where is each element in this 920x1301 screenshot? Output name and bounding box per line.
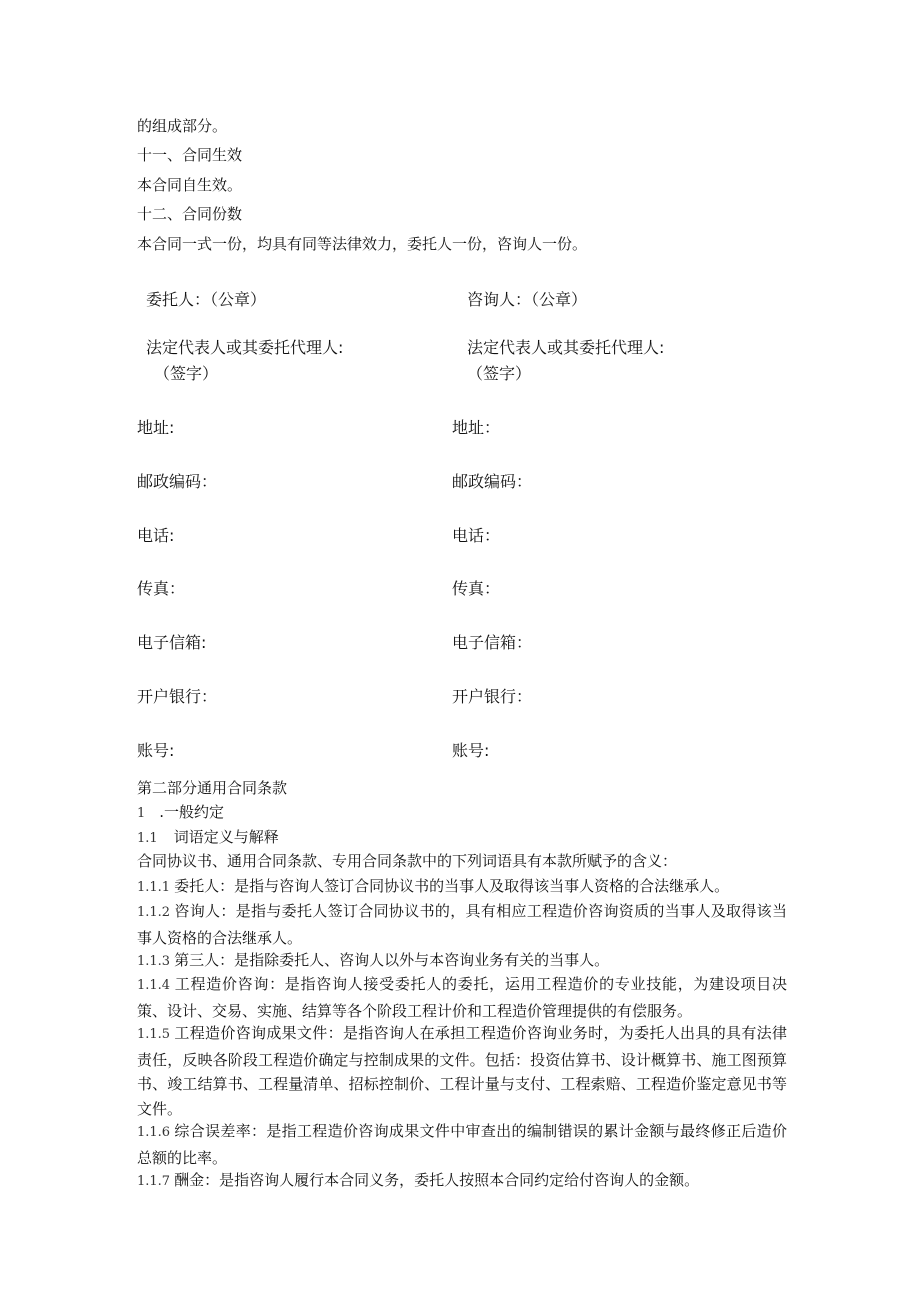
definition-number: 1.1.6 (137, 1125, 171, 1140)
definition-text: 工程造价咨询：是指咨询人接受委托人的委托，运用工程造价的专业技能，为建设项目决策、设计、交易、实施、结算等各个阶段工程计价和工程造价管理提供的有偿服务。 (137, 975, 787, 1020)
section-1-heading (137, 802, 787, 824)
consultant-fax-label: 传真： (452, 579, 501, 598)
consultant-postcode-label: 邮政编码： (452, 472, 533, 491)
part2-title: 第二部分通用合同条款 (137, 779, 288, 797)
section-1-1-title: 词语定义与解释 (173, 828, 279, 846)
consultant-address-label: 地址： (452, 418, 501, 437)
consultant-seal-label: 咨询人：（公章） (467, 290, 588, 309)
section-12-title: 十二、合同份数 (137, 205, 243, 223)
preceding-text-tail: 的组成部分。 (137, 117, 228, 135)
client-address-label: 地址: (137, 418, 175, 437)
definition-text: 第三人：是指除委托人、咨询人以外与本咨询业务有关的当事人。 (174, 951, 610, 969)
definition-number: 1.1.3 (137, 954, 171, 969)
definition-1-1-1 (137, 874, 787, 901)
definitions-lead: 合同协议书、通用合同条款、专用合同条款中的下列词语具有本款所赋予的含义： (137, 852, 678, 870)
section-1-number: 1 (137, 806, 146, 821)
section-12-body: 本合同一式一份，均具有同等法律效力，委托人一份，咨询人一份。 (137, 235, 588, 253)
section-1-1-number: 1.1 (137, 831, 158, 846)
definition-1-1-3 (137, 948, 787, 975)
section-1-title: .一般约定 (159, 803, 225, 821)
definition-text: 酬金：是指咨询人履行本合同义务，委托人按照本合同约定给付咨询人的金额。 (174, 1171, 700, 1189)
client-postcode-label: 邮政编码： (137, 472, 218, 491)
definition-number: 1.1.5 (137, 1027, 171, 1042)
consultant-bank-label: 开户银行： (452, 687, 533, 706)
definition-text: 综合误差率：是指工程造价咨询成果文件中审查出的编制错误的累计金额与最终修正后造价总额的比率。 (137, 1122, 787, 1167)
client-representative-label: 法定代表人或其委托代理人: (146, 338, 344, 357)
definition-1-1-6 (137, 1119, 787, 1170)
definition-number: 1.1.2 (137, 905, 171, 920)
client-account-label: 账号: (137, 741, 175, 760)
definition-1-1-5 (137, 1021, 787, 1121)
client-fax-label: 传真： (137, 579, 186, 598)
section-1-1-heading (137, 827, 787, 849)
definition-1-1-2 (137, 899, 787, 950)
consultant-email-label: 电子信箱： (452, 633, 533, 652)
definition-text: 委托人：是指与咨询人签订合同协议书的当事人及取得该当事人资格的合法继承人。 (174, 877, 730, 895)
definition-text: 咨询人：是指与委托人签订合同协议书的，具有相应工程造价咨询资质的当事人及取得该当事人资格的合法继承人。 (137, 902, 787, 947)
section-11-body: 本合同自生效。 (137, 176, 243, 194)
section-11-title: 十一、合同生效 (137, 146, 243, 164)
client-sign-label: （签字） (154, 364, 219, 383)
client-phone-label: 电话: (137, 526, 175, 545)
definition-1-1-7 (137, 1168, 787, 1195)
definition-text: 工程造价咨询成果文件：是指咨询人在承担工程造价咨询业务时，为委托人出具的具有法律责任，反映各阶段工程造价确定与控制成果的文件。包括：投资估算书、设计概算书、施工图预算书、竣工结算书、工程量清单、招标控制价、工程计量与支付、工程索赔、工程造价鉴定意见书等文件。 (137, 1024, 787, 1118)
client-email-label: 电子信箱: (137, 633, 207, 652)
definition-number: 1.1.1 (137, 880, 171, 895)
consultant-representative-label: 法定代表人或其委托代理人: (467, 338, 665, 357)
definition-number: 1.1.7 (137, 1174, 171, 1189)
consultant-phone-label: 电话： (452, 526, 501, 545)
definition-1-1-4 (137, 972, 787, 1023)
consultant-account-label: 账号: (452, 741, 490, 760)
client-seal-label: 委托人：（公章） (146, 290, 267, 309)
consultant-sign-label: （签字） (467, 364, 532, 383)
client-bank-label: 开户银行： (137, 687, 218, 706)
definition-number: 1.1.4 (137, 978, 171, 993)
